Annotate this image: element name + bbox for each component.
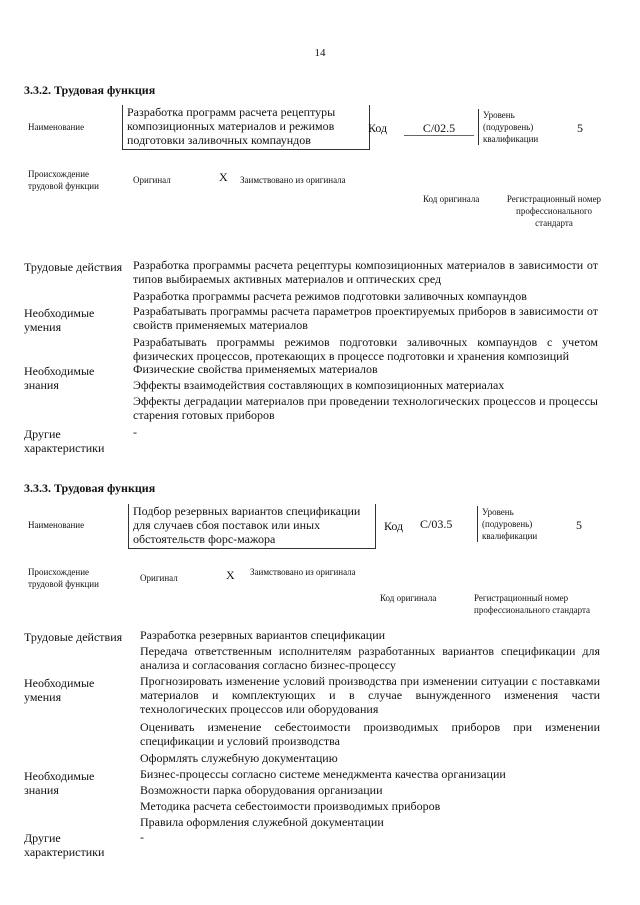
row-label-other: Другие характеристики [24, 427, 105, 455]
row-item: - [140, 830, 144, 844]
name-label: Наименование [28, 520, 85, 530]
row-label-labor-actions: Трудовые действия [24, 630, 123, 644]
section-title: 3.3.3. Трудовая функция [24, 481, 156, 495]
reg-number-label: Регистрационный номер профессионального стандарта [474, 593, 591, 615]
cross-mark: X [219, 170, 228, 184]
name-label: Наименование [28, 122, 85, 132]
row-item: Правила оформления служебной документации [140, 815, 384, 829]
section-title: 3.3.2. Трудовая функция [24, 83, 156, 97]
row-item: Разработка резервных вариантов спецификации [140, 628, 386, 642]
row-label-knowledge: Необходимые знания [24, 364, 95, 392]
borrowed-label: Заимствовано из оригинала [240, 175, 346, 185]
row-item: Оценивать изменение себестоимости производимых приборов при изменении спецификации и условий производства [140, 720, 600, 748]
row-item: Возможности парка оборудования организации [140, 783, 383, 797]
row-item: Разработка программы расчета рецептуры композиционных материалов в зависимости от типов выбираемых активных материалов и оптических сред [133, 258, 598, 286]
code-label: Код [368, 121, 388, 135]
level-label: Уровень (подуровень) квалификации [477, 506, 562, 542]
reg-number-label: Регистрационный номер профессионального стандарта [506, 194, 602, 228]
borrowed-label: Заимствовано из оригинала [250, 567, 356, 577]
original-label: Оригинал [133, 175, 171, 185]
origin-label: Происхождение трудовой функции [28, 169, 99, 191]
row-label-labor-actions: Трудовые действия [24, 260, 123, 274]
row-item: Разработка программы расчета режимов подготовки заливочных компаундов [133, 289, 527, 303]
origin-label: Происхождение трудовой функции [28, 567, 99, 589]
row-item: Разрабатывать программы расчета параметров проектируемых приборов в зависимости от свойств применяемых материалов [133, 304, 598, 332]
row-item: Эффекты деградации материалов при проведении технологических процессов и процессы старения готовых приборов [133, 394, 598, 422]
row-item: Физические свойства применяемых материалов [133, 362, 378, 376]
code-value: C/02.5 [404, 121, 474, 136]
code-original-label: Код оригинала [423, 194, 480, 204]
function-name-value: Разработка программ расчета рецептуры композиционных материалов и режимов подготовки заливочных компаундов [127, 105, 336, 147]
level-label: Уровень (подуровень) квалификации [478, 109, 563, 145]
row-label-other: Другие характеристики [24, 831, 105, 859]
row-label-skills: Необходимые умения [24, 676, 95, 704]
row-item: Бизнес-процессы согласно системе менеджмента качества организации [140, 767, 506, 781]
level-value: 5 [576, 518, 582, 532]
function-name-box [122, 105, 370, 150]
row-item: Передача ответственным исполнителям разработанных вариантов спецификации для анализа и согласования согласно бизнес-процессу [140, 644, 600, 672]
row-item: Прогнозировать изменение условий производства при изменении ситуации с поставками материалов и комплектующих и в случае вынужденного изменения части технологических процессов или оборудования [140, 674, 600, 716]
code-value: C/03.5 [420, 517, 453, 531]
row-item: - [133, 425, 137, 439]
function-name-value: Подбор резервных вариантов спецификации для случаев сбоя поставок или иных обстоятельств форс-мажора [133, 504, 361, 546]
cross-mark: X [226, 568, 235, 582]
row-item: Разрабатывать программы режимов подготовки заливочных компаундов с учетом физических процессов, протекающих в процессе подготовки и хранения композиций [133, 335, 598, 363]
row-item: Эффекты взаимодействия составляющих в композиционных материалах [133, 378, 505, 392]
function-name-box [128, 504, 376, 549]
row-label-skills: Необходимые умения [24, 306, 95, 334]
original-label: Оригинал [140, 573, 178, 583]
page-number: 14 [314, 47, 326, 59]
row-item: Методика расчета себестоимости производимых приборов [140, 799, 441, 813]
code-label: Код [384, 519, 404, 533]
code-original-label: Код оригинала [380, 593, 437, 603]
row-item: Оформлять служебную документацию [140, 751, 338, 765]
row-label-knowledge: Необходимые знания [24, 769, 95, 797]
level-value: 5 [577, 121, 583, 135]
